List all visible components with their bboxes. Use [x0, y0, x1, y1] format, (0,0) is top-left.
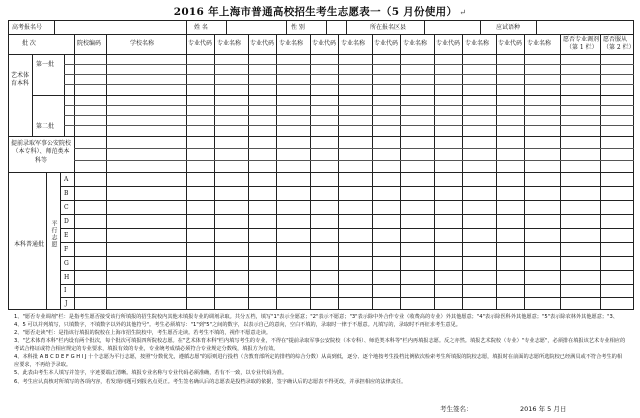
application-form-table [8, 20, 634, 310]
divider [226, 20, 227, 34]
row-line [60, 297, 634, 298]
row-line [60, 186, 634, 187]
military-section-label: 提前录取军事公安院校（本专科）、师范类本科等 [10, 140, 71, 164]
row-line [8, 172, 634, 173]
major-name-header: 专业名称 [217, 40, 242, 47]
district-label: 所在报名区县 [370, 24, 407, 31]
row-line [64, 64, 634, 65]
note-item: 6、考生应认真核对所填写的各项内容，若发现问题可到报名点更正。考生签名确认后的志愿表是投档录取的依据，签字确认后的志愿表不得更改，并承担相应的法律责任。 [14, 378, 407, 385]
row-line [60, 242, 634, 243]
row-line [64, 105, 634, 106]
row-line [60, 214, 634, 215]
parallel-label: 平行志愿 [50, 220, 57, 248]
note-item: 5、此表由考生本人填写并签字，字迹要端正清晰。填报专业名称与专业代码必须准确，若有不一致，以专业代码为准。 [14, 370, 288, 377]
return-mark: ↵ [459, 8, 467, 17]
note-item: 1、"愿否专业调剂"栏：是指考生愿否接受该行所填报的招生院校内其他未填报专业的调剂录取。共分五档，填写"1"表示全愿意；"2"表示不愿意；"3"表示除中外合作专业（收费高的专业）外其他愿意；"4"表示除医科外其他愿意；"5"表示除农林外其他愿意；"3、4、5 可以并列填写，只填数字，不填数字以外的其他符号"。考生必须填写："1"到"5"之间的数字，以表示自己的意向，空白不填的，录取时一律于不愿意。凡填写的，录取时不再征求考生意见。 [14, 314, 618, 329]
name-label: 姓 名 [194, 24, 208, 31]
letter-i: I [64, 287, 67, 294]
divider [424, 20, 425, 34]
adjust-note: （第 1 栏） [566, 44, 598, 51]
school-code-header: 院校编码 [77, 40, 102, 47]
obey-header: 愿否服从 [603, 36, 628, 43]
notes-section [14, 313, 626, 386]
batch-header: 批 次 [22, 40, 36, 47]
row-line [64, 115, 634, 116]
row-line [8, 136, 634, 137]
row-line [64, 84, 634, 85]
major-code-header: 专业代码 [250, 40, 275, 47]
letter-h: H [64, 274, 70, 281]
letter-c: C [64, 204, 69, 211]
row-line [60, 270, 634, 271]
adjust-header: 愿否专业调剂 [563, 36, 600, 43]
major-code-header: 专业代码 [436, 40, 461, 47]
major-name-header: 专业名称 [465, 40, 490, 47]
signature-label: 考生签名： [440, 405, 473, 413]
row-line [32, 95, 634, 96]
letter-e: E [64, 232, 69, 239]
letter-d: D [64, 218, 69, 225]
major-code-header: 专业代码 [188, 40, 213, 47]
major-code-header: 专业代码 [374, 40, 399, 47]
major-name-header: 专业名称 [341, 40, 366, 47]
row-line [60, 284, 634, 285]
school-name-header: 学校名称 [130, 40, 155, 47]
letter-j: J [65, 300, 68, 307]
note-item: 2、"愿否走读"栏：是指该行填报的院校在上海市招生院校中，考生愿否走读。若考生不填的，视作不愿意走读。 [14, 330, 272, 337]
form-title [0, 4, 640, 19]
form-title-text: 2016 年上海市普通高校招生考生志愿表一（5 月份使用） [173, 6, 458, 18]
major-code-header: 专业代码 [312, 40, 337, 47]
obey-note: （第 2 栏） [603, 44, 635, 51]
divider [186, 20, 187, 34]
art-section-label: 艺术体育本科 [11, 72, 30, 88]
regular-section-label: 本科普通批 [14, 241, 45, 248]
gender-label: 性 别 [291, 24, 305, 31]
batch2-label: 第二批 [36, 123, 55, 130]
note-item: 4、本科批 A B C D E F G H I J 十个志愿为平行志愿，按照"分数优先，遵循志愿"的原则进行投档（含教育部所定的排档的综合分数）从高到低，逐分、逐个地按考生投档比例依次检索考生所填报的院校志愿，填报时在前面的志愿所选院校已经满员或不符合考生的相应要求，不再给予录取。 [14, 354, 623, 369]
letter-f: F [64, 246, 69, 253]
divider [286, 20, 287, 34]
row-line [8, 34, 634, 35]
row-line [74, 160, 634, 161]
note-item: 3、"艺术体育本科"栏内设有两个批次，每个批次可填报四所院校志愿。在"艺术体育本科"栏内填写考生的专业，不得在"提前录取军事公安院校（本专科）、师范类本科等"栏内再填报志愿。反之亦然。填报艺术院校（专业）"专业志愿"，必须排在填报该艺术专业相应的考试合格证或符合相应规定的专业要求，填报有效的专业，专业统考成绩必须符合专业规定分数线，填报方为有效。 [14, 338, 626, 353]
major-name-header: 专业名称 [527, 40, 552, 47]
row-line [60, 228, 634, 229]
divider [54, 20, 55, 34]
row-line [60, 256, 634, 257]
major-name-header: 专业名称 [403, 40, 428, 47]
date-label: 2016 年 5 月日 [520, 405, 567, 413]
major-code-header: 专业代码 [498, 40, 523, 47]
divider [326, 20, 327, 34]
divider [60, 172, 61, 310]
letter-g: G [64, 260, 69, 267]
row-line [60, 200, 634, 201]
row-line [64, 125, 634, 126]
exam-no-label: 高考报名号 [12, 24, 43, 31]
major-name-header: 专业名称 [279, 40, 304, 47]
divider [536, 20, 537, 34]
batch1-label: 第一批 [36, 61, 55, 68]
divider [346, 20, 347, 34]
row-line [74, 148, 634, 149]
letter-a: A [64, 176, 69, 183]
divider [480, 20, 481, 34]
divider [46, 172, 47, 310]
row-line [8, 54, 634, 55]
row-line [64, 74, 634, 75]
letter-b: B [64, 190, 69, 197]
language-label: 应试语种 [496, 24, 521, 31]
